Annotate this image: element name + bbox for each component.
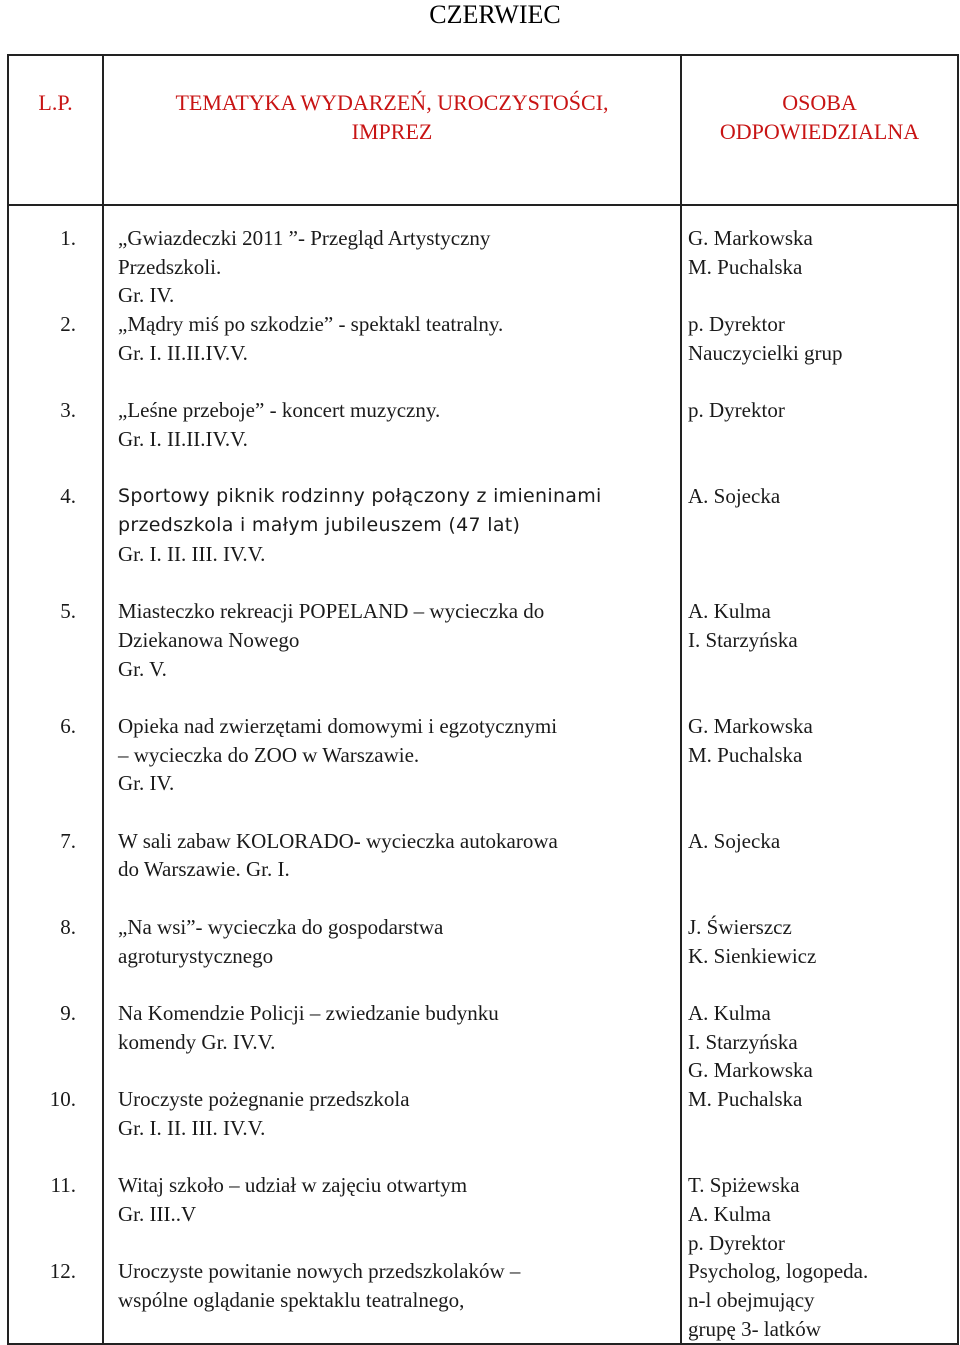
- event-topic-line: Gr. IV.: [118, 283, 175, 308]
- row-number-line: 4.: [60, 484, 76, 509]
- table-header-row: [8, 55, 958, 205]
- responsible-person-line: [688, 1114, 957, 1143]
- row-number-line: 2.: [60, 312, 76, 337]
- responsible-person-line: T. Spiżewska: [688, 1173, 800, 1198]
- responsible-person-line: G. Markowska: [688, 1058, 813, 1083]
- responsible-person-line: [688, 425, 957, 454]
- responsible-person-line: [688, 281, 957, 310]
- header-person-line-1: OSOBA: [782, 90, 857, 115]
- event-topic-line: agroturystycznego: [118, 943, 274, 968]
- responsible-person-line: A. Kulma: [688, 1000, 771, 1025]
- responsible-person-line: G. Markowska: [688, 226, 813, 250]
- row-number-line: [9, 683, 76, 712]
- row-number-line: [9, 798, 76, 827]
- event-topic-line: [118, 454, 674, 483]
- row-number-line: 5.: [60, 599, 76, 624]
- header-person-line-2: ODPOWIEDZIALNA: [719, 119, 920, 144]
- row-number-line: [9, 942, 76, 971]
- header-topic-line-1: TEMATYKA WYDARZEŃ, UROCZYSTOŚCI,: [175, 90, 609, 115]
- responsible-person-line: Psycholog, logopeda.: [688, 1259, 869, 1284]
- event-topic-line: Sportowy piknik rodzinny połączony z imieninami: [118, 485, 602, 508]
- row-number-line: [9, 1200, 76, 1229]
- number-column: [8, 205, 103, 1344]
- responsible-person-line: [688, 568, 957, 597]
- row-number-line: [9, 1114, 76, 1143]
- responsible-person-line: A. Sojecka: [688, 828, 781, 853]
- event-topic-line: [118, 1229, 674, 1258]
- row-number-line: [9, 769, 76, 798]
- responsible-person-line: M. Puchalska: [688, 742, 803, 767]
- event-topic-line: Na Komendzie Policji – zwiedzanie budynku: [118, 1000, 499, 1025]
- event-topic-line: „Leśne przeboje” - koncert muzyczny.: [118, 398, 441, 423]
- event-topic-line: przedszkola i małym jubileuszem (47 lat): [118, 514, 521, 537]
- responsible-person-line: [688, 540, 957, 569]
- responsible-person-line: [688, 798, 957, 827]
- responsible-person-line: n-l obejmujący: [688, 1288, 815, 1313]
- person-column: [681, 205, 958, 1344]
- event-topic-line: „Mądry miś po szkodzie” - spektakl teatralny.: [118, 312, 504, 337]
- row-number-line: [9, 1229, 76, 1258]
- responsible-person-line: G. Markowska: [688, 713, 813, 738]
- responsible-person-line: J. Świerszcz: [688, 914, 792, 939]
- header-lp: L.P.: [8, 55, 103, 205]
- responsible-person-line: [688, 855, 957, 884]
- event-topic-line: W sali zabaw KOLORADO- wycieczka autokarowa: [118, 828, 558, 853]
- responsible-person-line: p. Dyrektor: [688, 1230, 785, 1255]
- event-topic-line: [118, 970, 674, 999]
- row-number-line: [9, 568, 76, 597]
- row-number-line: 1.: [60, 226, 76, 250]
- responsible-person-line: p. Dyrektor: [688, 398, 785, 423]
- row-number-line: 7.: [60, 828, 76, 853]
- responsible-person-line: I. Starzyńska: [688, 627, 798, 652]
- event-topic-line: Przedszkoli.: [118, 254, 222, 279]
- responsible-person-line: A. Kulma: [688, 1201, 771, 1226]
- row-number-line: 10.: [49, 1087, 76, 1112]
- row-number-line: 9.: [60, 1000, 76, 1025]
- event-topic-line: Uroczyste powitanie nowych przedszkolaków –: [118, 1259, 521, 1284]
- event-topic-line: Gr. I. II. III. IV.V.: [118, 1115, 266, 1140]
- row-number-line: [9, 253, 76, 282]
- row-number-line: [9, 655, 76, 684]
- row-number-line: [9, 368, 76, 397]
- responsible-person-line: I. Starzyńska: [688, 1029, 798, 1054]
- responsible-person-line: M. Puchalska: [688, 1087, 803, 1112]
- responsible-person-line: grupę 3- latków: [688, 1316, 821, 1341]
- row-number-line: 3.: [60, 398, 76, 423]
- responsible-person-line: [688, 970, 957, 999]
- responsible-person-line: [688, 884, 957, 913]
- row-number-line: [9, 855, 76, 884]
- table-body-row: [8, 205, 958, 1344]
- row-number-line: [9, 281, 76, 310]
- event-topic-line: Gr. III..V: [118, 1201, 197, 1226]
- event-topic-line: [118, 1143, 674, 1172]
- row-number-line: [9, 540, 76, 569]
- row-number-line: [9, 741, 76, 770]
- row-number-line: 11.: [50, 1173, 76, 1198]
- responsible-person-line: [688, 368, 957, 397]
- responsible-person-line: p. Dyrektor: [688, 312, 785, 337]
- event-topic-line: [118, 798, 674, 827]
- row-number-line: [9, 970, 76, 999]
- event-topic-line: „Na wsi”- wycieczka do gospodarstwa: [118, 914, 444, 939]
- row-number-line: [9, 626, 76, 655]
- row-number-line: [9, 511, 76, 540]
- topic-column: [103, 205, 681, 1344]
- responsible-person-line: A. Kulma: [688, 599, 771, 624]
- event-topic-line: [118, 368, 674, 397]
- row-number-line: [9, 1143, 76, 1172]
- responsible-person-line: A. Sojecka: [688, 484, 781, 509]
- row-number-line: [9, 884, 76, 913]
- header-person: [681, 55, 958, 205]
- responsible-person-line: [688, 511, 957, 540]
- responsible-person-line: [688, 769, 957, 798]
- event-topic-line: Witaj szkoło – udział w zajęciu otwartym: [118, 1173, 468, 1198]
- responsible-person-line: [688, 1143, 957, 1172]
- responsible-person-line: K. Sienkiewicz: [688, 943, 817, 968]
- event-topic-line: Gr. V.: [118, 656, 167, 681]
- event-topic-line: wspólne oglądanie spektaklu teatralnego,: [118, 1288, 465, 1313]
- responsible-person-line: [688, 454, 957, 483]
- event-topic-line: [118, 683, 674, 712]
- event-topic-line: Miasteczko rekreacji POPELAND – wycieczka do: [118, 599, 545, 624]
- event-topic-line: Gr. IV.: [118, 771, 175, 796]
- event-topic-line: Gr. I. II.II.IV.V.: [118, 340, 248, 365]
- header-topic-line-2: IMPREZ: [351, 119, 433, 144]
- event-topic-line: komendy Gr. IV.V.: [118, 1029, 276, 1054]
- events-table: [7, 54, 959, 1345]
- page-title: CZERWIEC: [429, 0, 561, 29]
- row-number-line: [9, 425, 76, 454]
- event-topic-line: do Warszawie. Gr. I.: [118, 857, 290, 882]
- header-topic: [103, 55, 681, 205]
- row-number-line: 12.: [49, 1259, 76, 1284]
- row-number-line: [9, 454, 76, 483]
- event-topic-line: Opieka nad zwierzętami domowymi i egzotycznymi: [118, 713, 558, 738]
- event-topic-line: [118, 568, 674, 597]
- row-number-line: [9, 1056, 76, 1085]
- event-topic-line: „Gwiazdeczki 2011 ”- Przegląd Artystyczny: [118, 226, 491, 250]
- row-number-line: [9, 1028, 76, 1057]
- responsible-person-line: Nauczycielki grup: [688, 340, 843, 365]
- responsible-person-line: [688, 655, 957, 684]
- event-topic-line: – wycieczka do ZOO w Warszawie.: [118, 742, 420, 767]
- event-topic-line: Uroczyste pożegnanie przedszkola: [118, 1087, 410, 1112]
- row-number-line: [9, 339, 76, 368]
- responsible-person-line: [688, 683, 957, 712]
- event-topic-line: Dziekanowa Nowego: [118, 627, 300, 652]
- responsible-person-line: M. Puchalska: [688, 254, 803, 279]
- row-number-line: 6.: [60, 713, 76, 738]
- row-number-line: 8.: [60, 914, 76, 939]
- event-topic-line: Gr. I. II.II.IV.V.: [118, 426, 248, 451]
- event-topic-line: Gr. I. II. III. IV.V.: [118, 541, 266, 566]
- event-topic-line: [118, 884, 674, 913]
- event-topic-line: [118, 1056, 674, 1085]
